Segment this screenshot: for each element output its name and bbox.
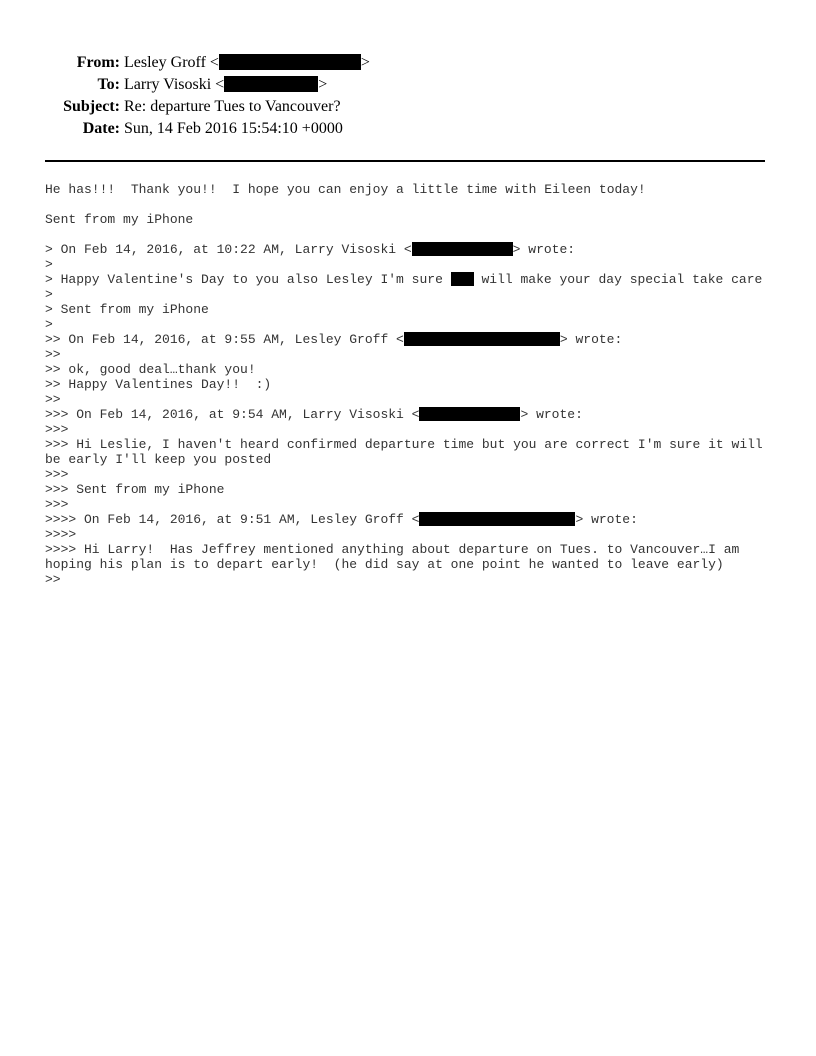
blank-line <box>45 197 775 212</box>
signature-line: Sent from my iPhone <box>45 212 194 227</box>
email-body <box>45 182 775 587</box>
to-row <box>0 74 816 96</box>
quote-header-text: >>>> On Feb 14, 2016, at 9:51 AM, Lesley Groff < <box>45 512 420 527</box>
redaction-box <box>419 407 520 421</box>
quote-line: > <box>45 317 53 332</box>
email-header <box>0 52 816 140</box>
quote-line: > <box>45 287 53 302</box>
date-row <box>0 118 816 140</box>
quote-line: >> <box>45 572 61 587</box>
quote-header-end: > wrote: <box>520 407 583 422</box>
quote-line: >> Happy Valentines Day!! :) <box>45 377 272 392</box>
quote-header <box>45 332 775 347</box>
quote-line: > Sent from my iPhone <box>45 302 209 317</box>
quote-line: >>> <box>45 497 69 512</box>
quote-line <box>45 272 775 287</box>
quote-line: >> <box>45 347 61 362</box>
quote-header-text: >>> On Feb 14, 2016, at 9:54 AM, Larry Visoski < <box>45 407 420 422</box>
quote-line: >>> <box>45 467 69 482</box>
header-divider <box>45 160 765 162</box>
from-label: From: <box>76 54 120 71</box>
from-row <box>0 52 816 74</box>
quote-line: >> ok, good deal…thank you! <box>45 362 256 377</box>
redaction-box <box>224 76 318 92</box>
quote-line: >>>> <box>45 527 77 542</box>
body-line: He has!!! Thank you!! I hope you can enjoy a little time with Eileen today! <box>45 182 646 197</box>
redaction-box <box>404 332 560 346</box>
quote-header <box>45 407 775 422</box>
quote-line: >>> <box>45 422 69 437</box>
redaction-box <box>419 512 575 526</box>
to-label: To: <box>97 76 120 93</box>
to-end: > <box>318 76 328 93</box>
quote-header-end: > wrote: <box>512 242 576 257</box>
from-name: Lesley Groff < <box>124 54 219 71</box>
subject-value: Re: departure Tues to Vancouver? <box>124 98 341 115</box>
quote-line: >>> Hi Leslie, I haven't heard confirmed departure time but you are correct I'm sure it will be early I'll keep you posted <box>45 437 771 467</box>
date-label: Date: <box>82 120 120 137</box>
from-end: > <box>360 54 370 71</box>
to-value <box>124 74 327 96</box>
quote-header <box>45 242 775 257</box>
quote-text: > Happy Valentine's Day to you also Lesley I'm sure <box>45 272 451 287</box>
quote-line: > <box>45 257 53 272</box>
blank-line <box>45 227 775 242</box>
quote-header-end: > wrote: <box>559 332 623 347</box>
quote-line: >> <box>45 392 61 407</box>
quote-line: >>>> Hi Larry! Has Jeffrey mentioned anything about departure on Tues. to Vancouver…I am hoping his plan is to depart early! (he did say at one point he wanted to leave early) <box>45 542 748 572</box>
quote-header <box>45 512 775 527</box>
subject-row <box>0 96 816 118</box>
from-value <box>124 52 370 74</box>
redaction-box <box>219 54 361 70</box>
quote-line: >>> Sent from my iPhone <box>45 482 225 497</box>
quote-header-text: > On Feb 14, 2016, at 10:22 AM, Larry Visoski < <box>45 242 412 257</box>
quote-header-end: > wrote: <box>575 512 638 527</box>
date-value: Sun, 14 Feb 2016 15:54:10 +0000 <box>124 120 343 137</box>
quote-header-text: >> On Feb 14, 2016, at 9:55 AM, Lesley Groff < <box>45 332 404 347</box>
to-name: Larry Visoski < <box>124 76 225 93</box>
quote-text: will make your day special take care <box>473 272 763 287</box>
redaction-box <box>451 272 474 286</box>
redaction-box <box>412 242 513 256</box>
subject-label: Subject: <box>63 98 120 115</box>
